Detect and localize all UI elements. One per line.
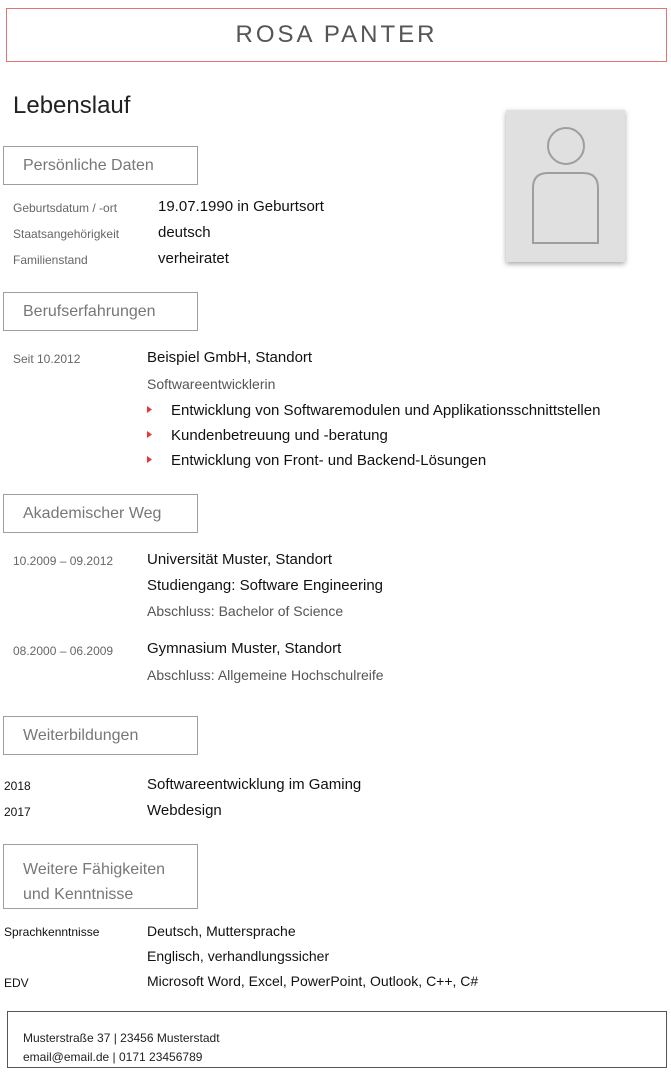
skills-it-label: EDV [4,976,29,990]
skills-it-value: Microsoft Word, Excel, PowerPoint, Outlook, C++, C# [147,973,479,989]
personal-value-birth: 19.07.1990 in Geburtsort [158,198,324,215]
training-year: 2017 [4,805,31,819]
experience-company: Beispiel GmbH, Standort [147,349,313,366]
skills-language-item: Deutsch, Muttersprache [147,923,296,939]
skills-heading-line1: Weitere Fähigkeiten [23,861,165,878]
skills-language-label: Sprachkenntnisse [4,925,100,939]
name-header [6,8,667,62]
contact-footer [7,1011,667,1068]
personal-label-marital: Familienstand [13,253,88,267]
training-title: Softwareentwicklung im Gaming [147,776,362,793]
training-title: Webdesign [147,802,222,819]
section-heading-personal: Persönliche Daten [3,146,198,185]
education-degree: Abschluss: Allgemeine Hochschulreife [147,667,384,683]
section-heading-education: Akademischer Weg [3,494,198,533]
experience-task [171,427,388,444]
personal-label-nationality: Staatsangehörigkeit [13,227,120,241]
education-program: Studiengang: Software Engineering [147,577,384,594]
bullet-arrow-icon [147,456,152,463]
section-heading-training: Weiterbildungen [3,716,198,755]
education-institution: Gymnasium Muster, Standort [147,640,342,657]
skills-heading-line2: und Kenntnisse [23,886,134,903]
experience-task-text: Entwicklung von Front- und Backend-Lösungen [171,452,487,469]
education-institution: Universität Muster, Standort [147,551,333,568]
footer-contact: email@email.de | 0171 23456789 [23,1050,203,1064]
experience-role: Softwareentwicklerin [147,376,276,392]
experience-date: Seit 10.2012 [13,352,81,366]
skills-language-item: Englisch, verhandlungssicher [147,948,330,964]
experience-task [171,452,486,469]
document-title: Lebenslauf [13,92,131,119]
person-placeholder-icon [506,110,625,262]
personal-value-nationality: deutsch [158,224,211,241]
experience-task [171,402,600,419]
applicant-name: ROSA PANTER [235,21,438,48]
training-year: 2018 [4,779,31,793]
section-heading-experience: Berufserfahrungen [3,292,198,331]
bullet-arrow-icon [147,431,152,438]
section-heading-skills [3,844,198,909]
personal-value-marital: verheiratet [158,250,229,267]
experience-task-text: Entwicklung von Softwaremodulen und Applikationsschnittstellen [171,402,601,419]
photo-placeholder [506,110,625,262]
education-date: 08.2000 – 06.2009 [13,644,114,658]
experience-task-text: Kundenbetreuung und -beratung [171,427,388,444]
footer-address: Musterstraße 37 | 23456 Musterstadt [23,1031,220,1045]
education-degree: Abschluss: Bachelor of Science [147,603,344,619]
bullet-arrow-icon [147,406,152,413]
education-date: 10.2009 – 09.2012 [13,554,114,568]
personal-label-birth: Geburtsdatum / -ort [13,201,118,215]
